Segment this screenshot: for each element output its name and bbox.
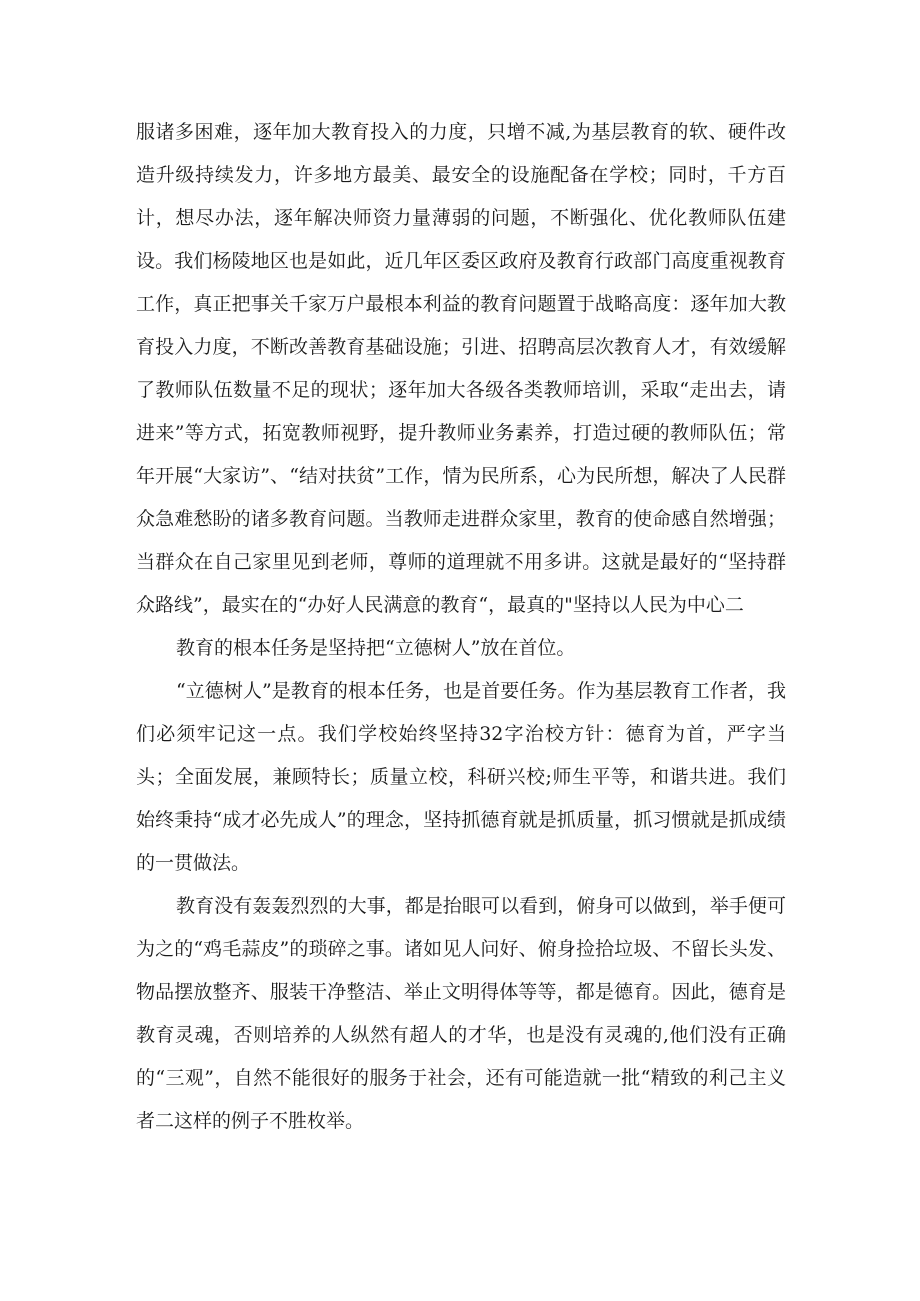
paragraph-continuation: 服诸多困难，逐年加大教育投入的力度，只增不减,为基层教育的软、硬件改造升级持续发力，许多地方最美、最安全的设施配备在学校；同时，千方百计，想尽办法，逐年解决师资力量薄弱的问题，不断强化、优化教师队伍建设。我们杨陵地区也是如此，近几年区委区政府及教育行政部门高度重视教育工作，真正把事关千家万户最根本利益的教育问题置于战略高度：逐年加大教育投入力度，不断改善教育基础设施；引进、招聘高层次教育人才，有效缓解了教师队伍数量不足的现状；逐年加大各级各类教师培训，采取“走出去，请进来”等方式，拓宽教师视野，提升教师业务素养，打造过硬的教师队伍；常年开展“大家访”、“结对扶贫”工作，情为民所系，心为民所想，解决了人民群众急难愁盼的诸多教育问题。当教师走进群众家里，教育的使命感自然增强；当群众在自己家里见到老师，尊师的道理就不用多讲。这就是最好的“坚持群众路线”，最实在的“办好人民满意的教育“，最真的"坚持以人民为中心二: [136, 121, 786, 616]
paragraph-school-policy: “立德树人”是教育的根本任务，也是首要任务。作为基层教育工作者，我们必须牢记这一点。我们学校始终坚持32字治校方针：德育为首，严字当头；全面发展，兼顾特长；质量立校，科研兴校;师生平等，和谐共进。我们始终秉持“成才必先成人”的理念，坚持抓德育就是抓质量，抓习惯就是抓成绩的一贯做法。: [136, 680, 786, 874]
document-body: [136, 111, 786, 1143]
paragraph-moral-education: 教育没有轰轰烈烈的大事，都是抬眼可以看到，俯身可以做到，举手便可为之的“鸡毛蒜皮”的琐碎之事。诸如见人问好、俯身捡拾垃圾、不留长头发、物品摆放整齐、服装干净整洁、举止文明得体等等，都是德育。因此，德育是教育灵魂，否则培养的人纵然有超人的才华，也是没有灵魂的,他们没有正确的“三观”，自然不能很好的服务于社会，还有可能造就一批“精致的利己主义者二这样的例子不胜枚举。: [136, 895, 786, 1132]
paragraph-heading-moral: 教育的根本任务是坚持把“立德树人”放在首位。: [176, 637, 576, 659]
